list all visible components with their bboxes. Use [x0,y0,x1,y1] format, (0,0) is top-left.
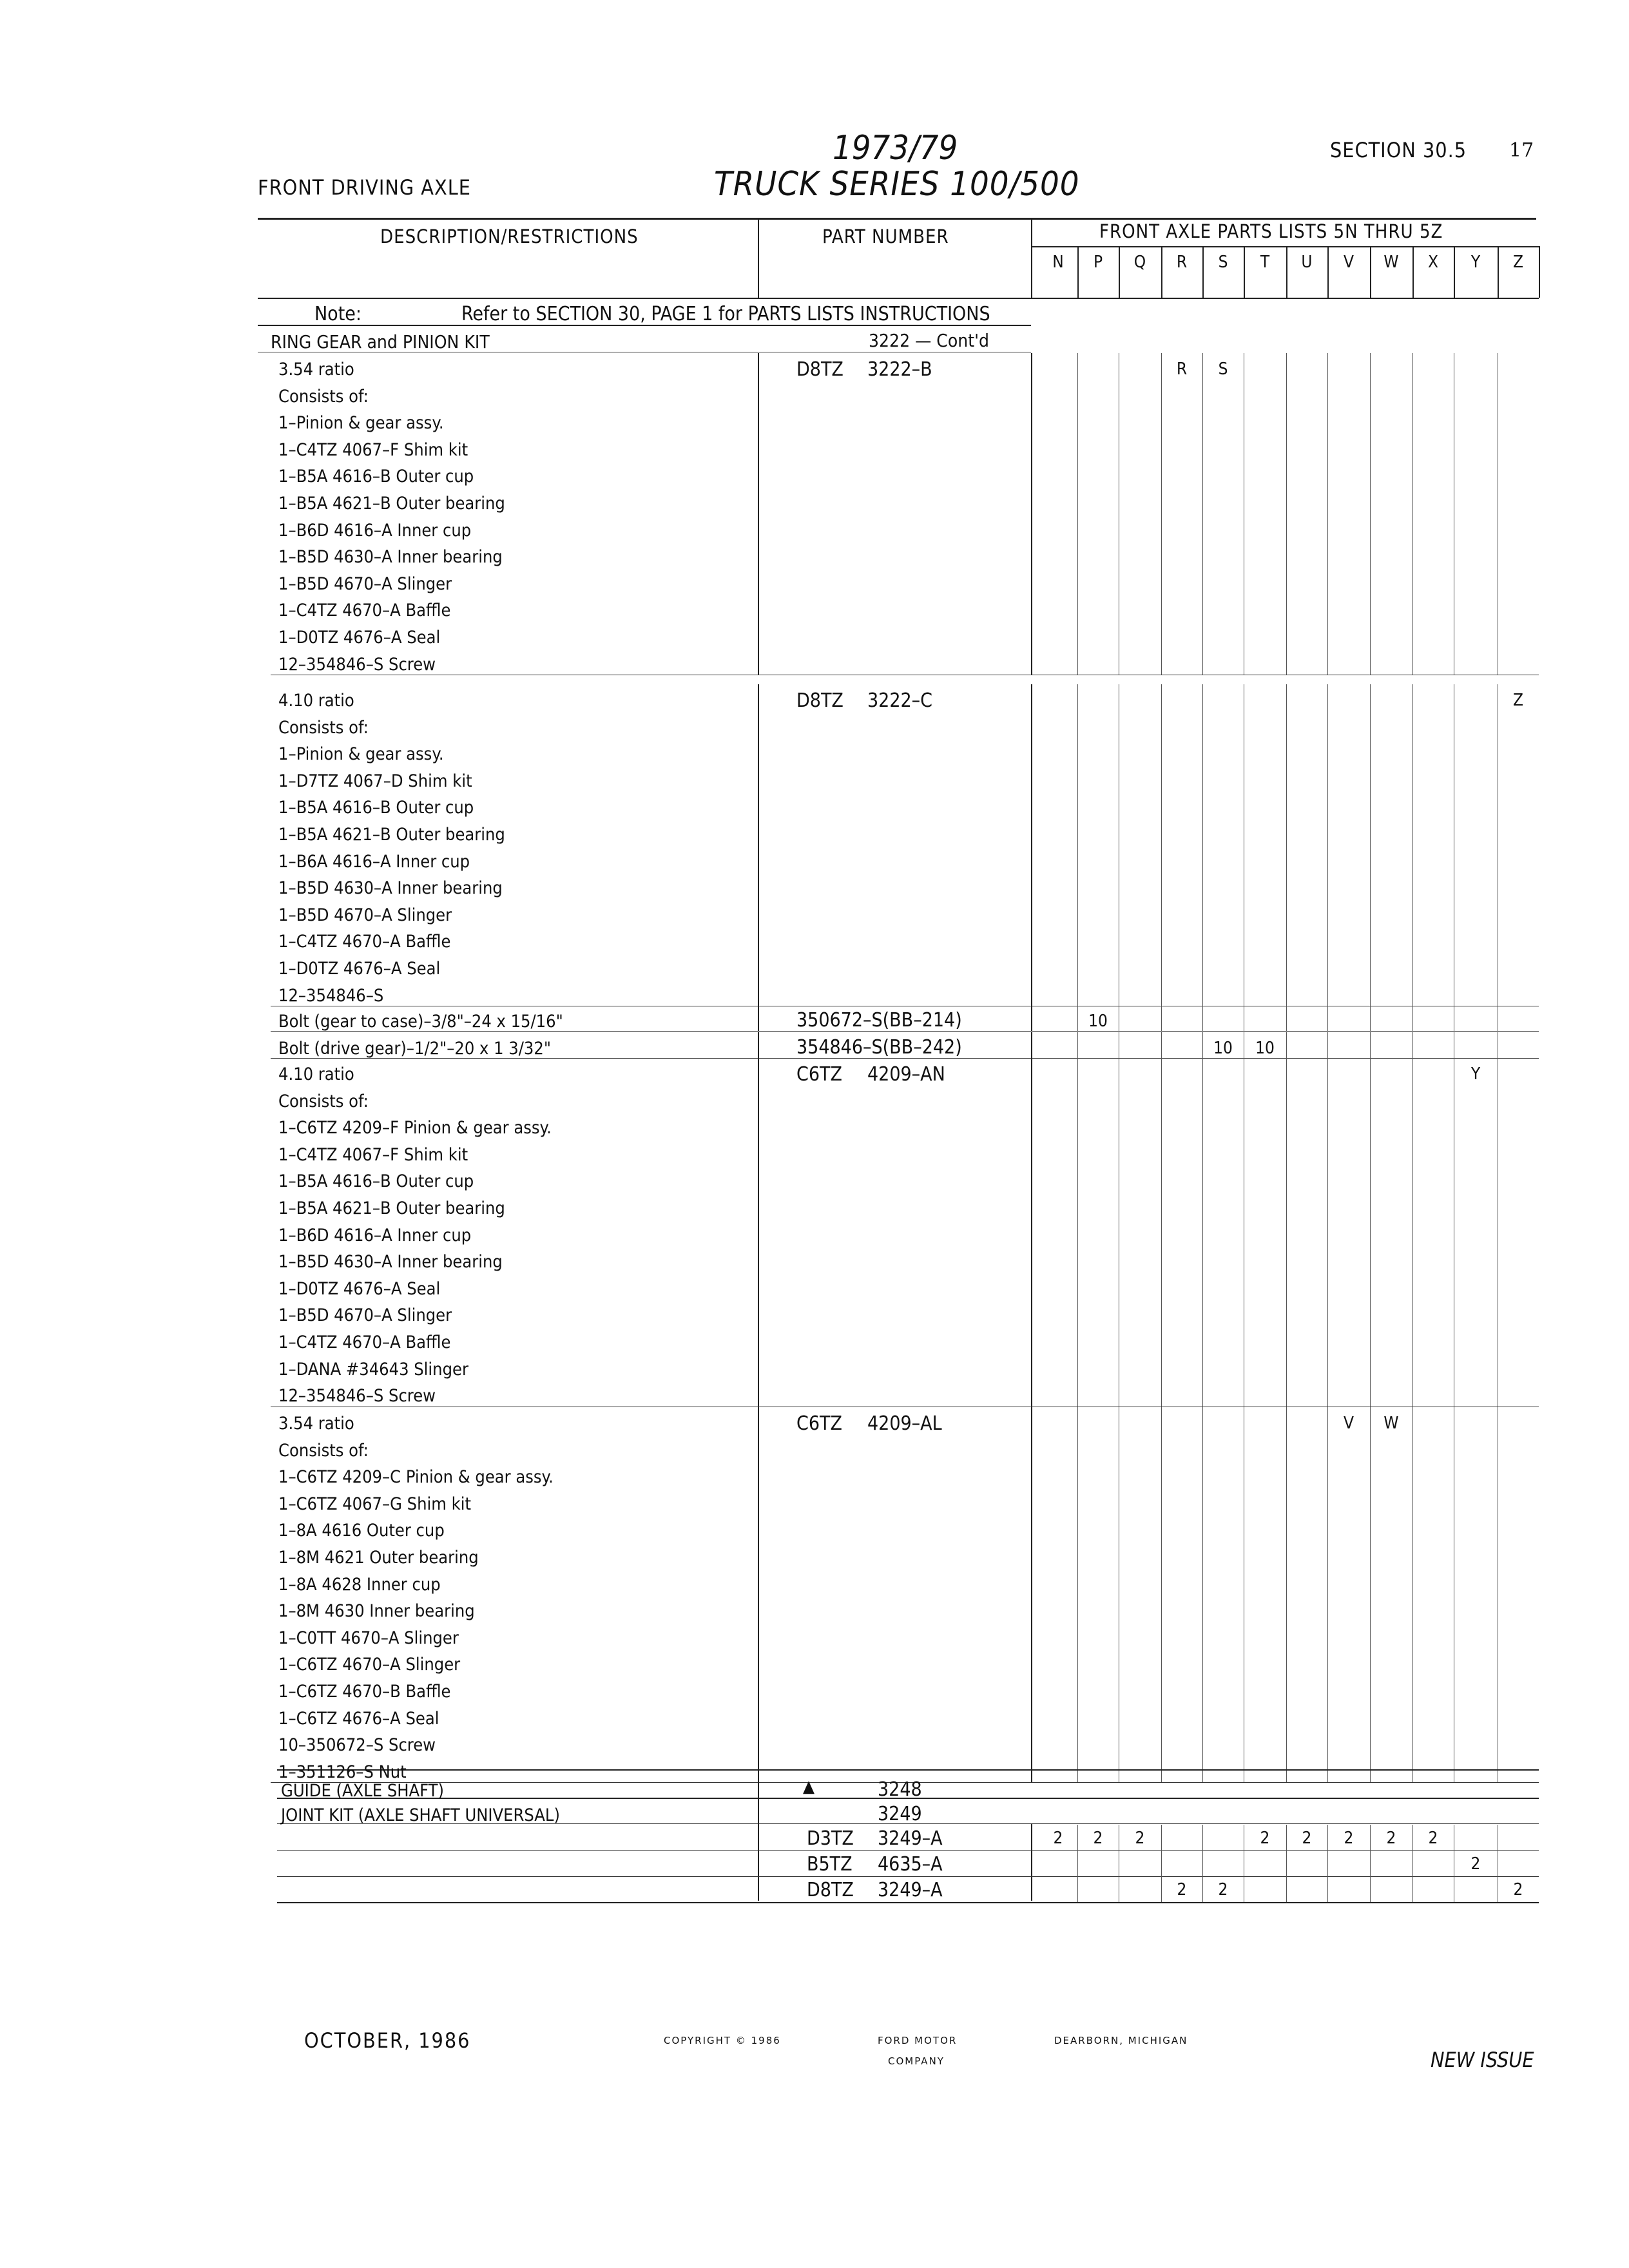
letter-column-divider [1286,684,1287,1006]
part-column-divider [758,1769,759,1901]
letter-column-divider [1327,1407,1328,1782]
letter-column-divider [1202,1407,1203,1782]
letter-column-divider [1327,1058,1328,1407]
joint-usage-cell-q: 2 [1135,1829,1145,1848]
item-description-line: 1–C4TZ 4670–A Baffle [278,932,451,952]
letter-column-divider [1202,1058,1203,1407]
letter-column-divider [1327,246,1329,298]
front-column-divider [1031,1058,1032,1407]
column-letter-p: P [1093,253,1103,272]
letter-column-divider [1077,1407,1078,1782]
part-prefix: D8TZ [796,358,843,381]
item-description-line: 12–354846–S [278,985,384,1006]
usage-cell-p: 10 [1088,1012,1108,1031]
column-header-front-axle: FRONT AXLE PARTS LISTS 5N THRU 5Z [1099,220,1443,242]
item-description-line: 1–B5D 4670–A Slinger [278,573,452,594]
letter-column-divider [1370,1876,1371,1902]
part-column-divider [758,1058,759,1407]
item-description-line: 12–354846–S Screw [278,1386,436,1407]
letter-column-divider [1077,684,1078,1006]
item-description-line: 1–B5D 4630–A Inner bearing [278,1252,503,1273]
joint-usage-cell-r: 2 [1177,1880,1187,1899]
letter-column-divider [1539,246,1540,298]
letter-column-divider [1077,1876,1078,1902]
item-description-line: 4.10 ratio [278,691,354,711]
item-description-line: 10–350672–S Screw [278,1735,436,1756]
joint-usage-cell-n: 2 [1053,1829,1063,1848]
item-description-line: 1–C6TZ 4067–G Shim kit [278,1494,471,1514]
letter-column-divider [1412,1876,1413,1902]
part-column-divider [758,1005,759,1031]
item-description-line: 1–351126–S Nut [278,1762,407,1782]
letter-column-divider [1327,353,1328,675]
letter-column-divider [1077,1850,1078,1876]
letter-column-divider [1161,1058,1162,1407]
part-column-divider [758,1032,759,1058]
letter-column-divider [1161,1005,1162,1031]
part-column-divider [758,218,759,298]
joint-usage-cell-s: 2 [1218,1880,1228,1899]
joint-usage-cell-z: 2 [1513,1880,1523,1899]
letter-column-divider [1161,1850,1162,1876]
letter-column-divider [1370,684,1371,1006]
letter-column-divider [1370,1407,1371,1782]
item-description-line: 1–B5D 4670–A Slinger [278,1305,452,1326]
item-description-line: Consists of: [278,717,369,738]
item-description-line: 1–C4TZ 4670–A Baffle [278,1332,451,1352]
joint-row-rule [277,1902,1539,1903]
column-letter-z: Z [1512,253,1524,272]
item-description-line: Bolt (gear to case)–3/8"–24 x 15/16" [278,1012,563,1032]
part-number: 4209–AL [867,1412,942,1435]
item-description-line: 1–B5A 4616–B Outer cup [278,798,474,818]
column-letter-t: T [1260,253,1270,272]
item-description-line: 1–Pinion & gear assy. [278,413,444,434]
letter-column-divider [1412,684,1413,1006]
letter-column-divider [1412,353,1413,675]
letter-column-divider [1202,1005,1203,1031]
item-description-line: 1–C4TZ 4670–A Baffle [278,601,451,621]
footer-company: FORD MOTOR [878,2035,958,2046]
column-letter-n: N [1052,253,1064,272]
letter-column-divider [1327,1032,1328,1058]
item-description-line: 1–C6TZ 4670–A Slinger [278,1655,461,1675]
note-text: Refer to SECTION 30, PAGE 1 for PARTS LISTS INSTRUCTIONS [461,303,990,325]
letter-column-divider [1161,1032,1162,1058]
part-number: 3222–C [867,689,933,712]
item-description-line: 3.54 ratio [278,360,354,380]
column-letter-x: X [1427,253,1439,272]
letter-column-divider [1327,1876,1328,1902]
column-header-description: DESCRIPTION/RESTRICTIONS [380,226,639,247]
column-header-part-number: PART NUMBER [822,226,949,247]
item-description-line: Consists of: [278,386,369,407]
front-column-divider [1031,1823,1032,1901]
item-description-line: 1–B5A 4616–B Outer cup [278,1171,474,1192]
letter-column-divider [1202,1825,1203,1850]
item-description-line: 1–8M 4630 Inner bearing [278,1601,475,1622]
item-description-line: 1–8A 4616 Outer cup [278,1521,445,1541]
joint-usage-cell-y: 2 [1470,1854,1481,1874]
item-description-line: 1–C6TZ 4209–C Pinion & gear assy. [278,1467,554,1488]
usage-cell-s: S [1218,360,1228,379]
letter-column-divider [1370,1032,1371,1058]
part-column-divider [758,684,759,1006]
letter-column-divider [1454,246,1455,298]
item-description-line: 1–B5D 4630–A Inner bearing [278,547,503,568]
column-letter-w: W [1383,253,1399,272]
letter-column-divider [1286,1058,1287,1407]
letter-column-divider [1412,1850,1413,1876]
guide-label: GUIDE (AXLE SHAFT) [281,1781,444,1801]
item-description-line: Consists of: [278,1091,369,1111]
joint-row-rule [277,1850,1539,1851]
letter-column-divider [1327,1005,1328,1031]
part-prefix: D8TZ [796,689,843,712]
letter-column-divider [1077,353,1078,675]
usage-cell-s: 10 [1213,1039,1233,1058]
item-description-line: Bolt (drive gear)–1/2"–20 x 1 3/32" [278,1039,551,1059]
item-description-line: 1–B5A 4621–B Outer bearing [278,825,505,845]
item-description-line: 1–D0TZ 4676–A Seal [278,628,441,648]
letter-column-divider [1286,1032,1287,1058]
joint-usage-cell-u: 2 [1302,1829,1312,1848]
section-number: SECTION 30.5 [1330,138,1467,162]
item-description-line: 4.10 ratio [278,1064,354,1084]
letter-column-divider [1077,1032,1078,1058]
joint-usage-cell-t: 2 [1260,1829,1270,1848]
joint-part: 3249 [878,1803,922,1825]
letter-column-divider [1161,353,1162,675]
page-number: 17 [1509,139,1534,162]
usage-cell-r: R [1176,360,1188,379]
front-column-divider [1031,353,1032,675]
front-column-divider [1031,1407,1032,1782]
item-description-line: 3.54 ratio [278,1414,354,1434]
part-number: 4209–AN [867,1063,945,1086]
guide-top-rule [277,1769,1539,1771]
item-description-line: 1–B5D 4670–A Slinger [278,905,452,925]
column-letter-v: V [1344,253,1354,272]
joint-row-rule [277,1876,1539,1877]
group-label: RING GEAR and PINION KIT [271,331,490,352]
part-column-divider [758,353,759,675]
letter-column-divider [1286,1407,1287,1782]
part-number: 3222–B [867,358,932,381]
joint-part-number: 4635–A [878,1853,943,1876]
joint-label: JOINT KIT (AXLE SHAFT UNIVERSAL) [281,1805,560,1825]
front-column-divider [1031,218,1032,298]
letter-column-divider [1161,684,1162,1006]
letter-column-divider [1286,1005,1287,1031]
letter-column-divider [1412,1032,1413,1058]
guide-triangle-icon: ▲ [803,1777,815,1796]
joint-part-number: 3249–A [878,1879,943,1901]
item-description-line: 12–354846–S Screw [278,654,436,675]
letter-column-divider [1327,1850,1328,1876]
item-description-line: 1–B5A 4621–B Outer bearing [278,1198,505,1218]
item-description-line: 1–DANA #34643 Slinger [278,1359,468,1379]
letter-column-divider [1370,1058,1371,1407]
letter-column-divider [1370,246,1371,298]
model-years: 1973/79 [833,129,958,168]
header-bottom-rule [258,298,1539,299]
footer-location: DEARBORN, MICHIGAN [1054,2035,1188,2046]
item-description-line: 1–C0TT 4670–A Slinger [278,1628,459,1648]
item-description-line: 1–8M 4621 Outer bearing [278,1548,479,1568]
letter-column-divider [1077,1058,1078,1407]
joint-usage-cell-x: 2 [1428,1829,1438,1848]
section-title: FRONT DRIVING AXLE [258,175,471,200]
letter-column-divider [1370,1850,1371,1876]
joint-part-prefix: D3TZ [807,1827,854,1850]
item-description-line: 1–D7TZ 4067–D Shim kit [278,771,472,791]
joint-part-number: 3249–A [878,1827,943,1850]
part-number: 354846–S(BB–242) [796,1036,962,1059]
footer-company-2: COMPANY [888,2055,945,2067]
letter-column-divider [1161,1825,1162,1850]
new-issue-label: NEW ISSUE [1431,2048,1534,2072]
usage-cell-t: 10 [1255,1039,1275,1058]
note-label: Note: [314,303,361,325]
letter-column-divider [1286,1850,1287,1876]
item-description-line: Consists of: [278,1440,369,1461]
item-description-line: 1–B5A 4616–B Outer cup [278,466,474,487]
usage-cell-z: Z [1512,691,1524,710]
letter-column-divider [1412,1407,1413,1782]
front-subheader-rule [1031,246,1539,247]
column-letter-s: S [1218,253,1228,272]
front-column-divider [1031,1032,1032,1058]
column-letter-r: R [1176,253,1188,272]
column-letter-y: Y [1470,253,1481,272]
joint-usage-cell-w: 2 [1386,1829,1396,1848]
front-column-divider [1031,1005,1032,1031]
item-description-line: 1–B6A 4616–A Inner cup [278,851,470,872]
usage-cell-v: V [1344,1414,1354,1433]
footer-copyright: COPYRIGHT © 1986 [664,2035,781,2046]
item-description-line: 1–B5A 4621–B Outer bearing [278,494,505,514]
item-description-line: 1–C6TZ 4209–F Pinion & gear assy. [278,1118,552,1139]
item-description-line: 1–Pinion & gear assy. [278,744,444,765]
letter-column-divider [1327,684,1328,1006]
part-prefix: C6TZ [796,1063,842,1086]
letter-column-divider [1244,246,1245,298]
letter-column-divider [1202,353,1203,675]
part-number: 350672–S(BB–214) [796,1009,962,1032]
item-description-line: 1–D0TZ 4676–A Seal [278,1278,441,1299]
item-description-line: 1–C4TZ 4067–F Shim kit [278,439,468,460]
usage-cell-w: W [1383,1414,1399,1433]
letter-column-divider [1286,353,1287,675]
letter-column-divider [1370,1005,1371,1031]
letter-column-divider [1119,246,1120,298]
item-description-line: 1–B6D 4616–A Inner cup [278,1225,472,1245]
truck-series: TRUCK SERIES 100/500 [714,165,1080,204]
item-description-line: 1–C4TZ 4067–F Shim kit [278,1144,468,1165]
column-letter-q: Q [1133,253,1146,272]
letter-column-divider [1370,353,1371,675]
item-description-line: 1–8A 4628 Inner cup [278,1574,441,1595]
usage-cell-y: Y [1470,1064,1481,1084]
part-prefix: C6TZ [796,1412,842,1435]
letter-column-divider [1161,1407,1162,1782]
group-part: 3222 — Cont'd [869,330,990,351]
letter-column-divider [1412,1058,1413,1407]
item-description-line: 1–C6TZ 4670–B Baffle [278,1682,451,1702]
letter-column-divider [1202,1850,1203,1876]
item-description-line: 1–B5D 4630–A Inner bearing [278,878,503,899]
footer-date: OCTOBER, 1986 [304,2028,471,2053]
letter-column-divider [1286,1876,1287,1902]
letter-column-divider [1412,1005,1413,1031]
joint-usage-cell-v: 2 [1344,1829,1354,1848]
item-description-line: 1–C6TZ 4676–A Seal [278,1708,439,1729]
guide-part: 3248 [878,1778,922,1801]
joint-part-prefix: D8TZ [807,1879,854,1901]
item-description-line: 1–D0TZ 4676–A Seal [278,959,441,979]
column-letter-u: U [1301,253,1313,272]
front-column-divider [1031,684,1032,1006]
item-description-line: 1–B6D 4616–A Inner cup [278,520,472,541]
joint-part-prefix: B5TZ [807,1853,853,1876]
part-column-divider [758,1407,759,1782]
joint-usage-cell-p: 2 [1093,1829,1103,1848]
letter-column-divider [1202,684,1203,1006]
top-rule [258,218,1536,220]
